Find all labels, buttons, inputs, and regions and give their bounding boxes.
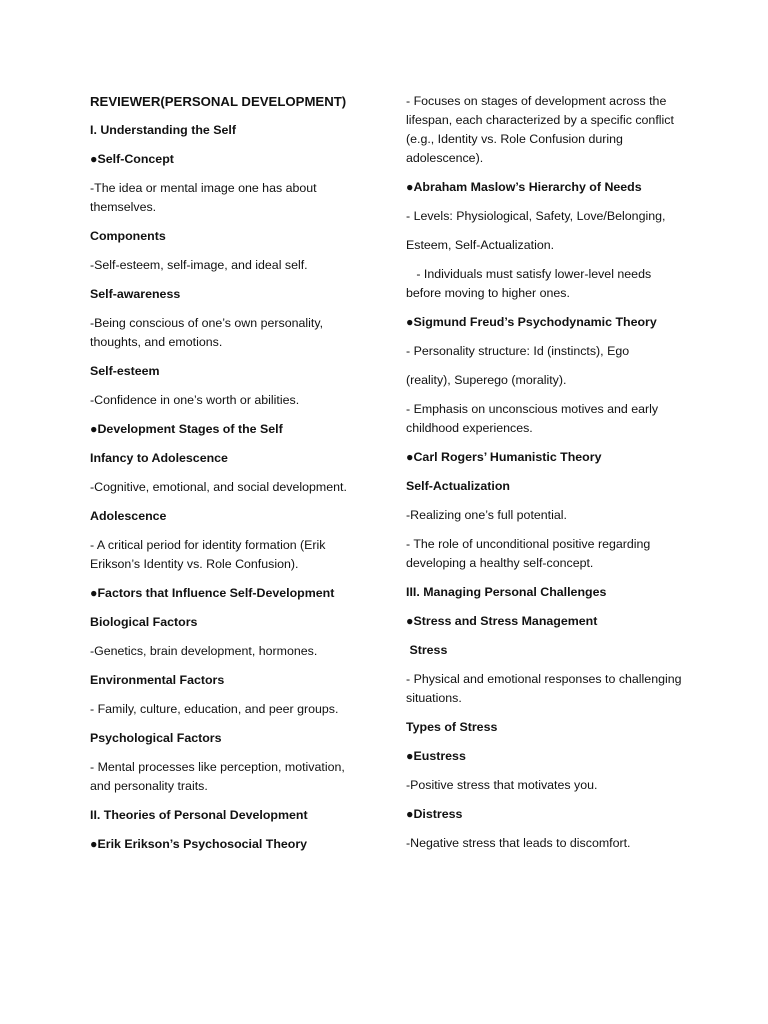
paragraph: -Negative stress that leads to discomfort. [406,836,631,850]
heading-infancy-to-adolescence: Infancy to Adolescence [90,451,228,465]
heading-stress-and-stress-management: ●Stress and Stress Management [406,614,598,628]
paragraph: - A critical period for identity formation (Erik Erikson’s Identity vs. Role Confusion). [90,538,329,571]
heading-i-understanding-the-self: I. Understanding the Self [90,123,236,137]
paragraph: -Being conscious of one’s own personality, thoughts, and emotions. [90,316,327,349]
paragraph: - The role of unconditional positive regarding developing a healthy self-concept. [406,537,654,570]
heading-psychological-factors: Psychological Factors [90,731,222,745]
paragraph: - Individuals must satisfy lower-level needs before moving to higher ones. [406,267,655,300]
paragraph: - Physical and emotional responses to challenging situations. [406,672,685,705]
heading-biological-factors: Biological Factors [90,615,198,629]
heading-self-awareness: Self-awareness [90,287,181,301]
heading-development-stages-of-the-self: ●Development Stages of the Self [90,422,283,436]
paragraph: Esteem, Self-Actualization. [406,238,555,252]
paragraph: - Family, culture, education, and peer groups. [90,702,339,716]
heading-adolescence: Adolescence [90,509,167,523]
paragraph: -Cognitive, emotional, and social development. [90,480,347,494]
page-title: REVIEWER(PERSONAL DEVELOPMENT) [90,94,347,109]
heading-carl-rogers-humanistic-theory: ●Carl Rogers’ Humanistic Theory [406,450,602,464]
heading-iii-managing-personal-challenges: III. Managing Personal Challenges [406,585,607,599]
paragraph: - Mental processes like perception, motivation, and personality traits. [90,760,349,793]
paragraph: - Emphasis on unconscious motives and early childhood experiences. [406,402,662,435]
heading-distress: ●Distress [406,807,463,821]
heading-types-of-stress: Types of Stress [406,720,498,734]
heading-self-concept: ●Self-Concept [90,152,174,166]
heading-stress: Stress [406,643,448,657]
right-column [406,92,688,863]
paragraph: (reality), Superego (morality). [406,373,567,387]
paragraph: - Focuses on stages of development across the lifespan, each characterized by a specific conflict (e.g., Identity vs. Role Confusion during adolescence). [406,94,678,165]
heading-environmental-factors: Environmental Factors [90,673,225,687]
heading-eustress: ●Eustress [406,749,466,763]
left-column [90,92,365,864]
heading-ii-theories-of-personal-development: II. Theories of Personal Development [90,808,308,822]
heading-factors-that-influence-self-development: ●Factors that Influence Self-Development [90,586,335,600]
paragraph: - Personality structure: Id (instincts), Ego [406,344,630,358]
heading-self-esteem: Self-esteem [90,364,160,378]
paragraph: -Self-esteem, self-image, and ideal self. [90,258,308,272]
heading-components: Components [90,229,166,243]
paragraph: -Genetics, brain development, hormones. [90,644,318,658]
paragraph: - Levels: Physiological, Safety, Love/Belonging, [406,209,666,223]
heading-self-actualization: Self-Actualization [406,479,510,493]
paragraph: -Confidence in one’s worth or abilities. [90,393,300,407]
paragraph: -Positive stress that motivates you. [406,778,598,792]
heading-sigmund-freud-s-psychodynamic-theory: ●Sigmund Freud’s Psychodynamic Theory [406,315,657,329]
paragraph: -Realizing one’s full potential. [406,508,567,522]
heading-abraham-maslow-s-hierarchy-of-needs: ●Abraham Maslow’s Hierarchy of Needs [406,180,642,194]
heading-erik-erikson-s-psychosocial-theory: ●Erik Erikson’s Psychosocial Theory [90,837,308,851]
paragraph: -The idea or mental image one has about themselves. [90,181,321,214]
